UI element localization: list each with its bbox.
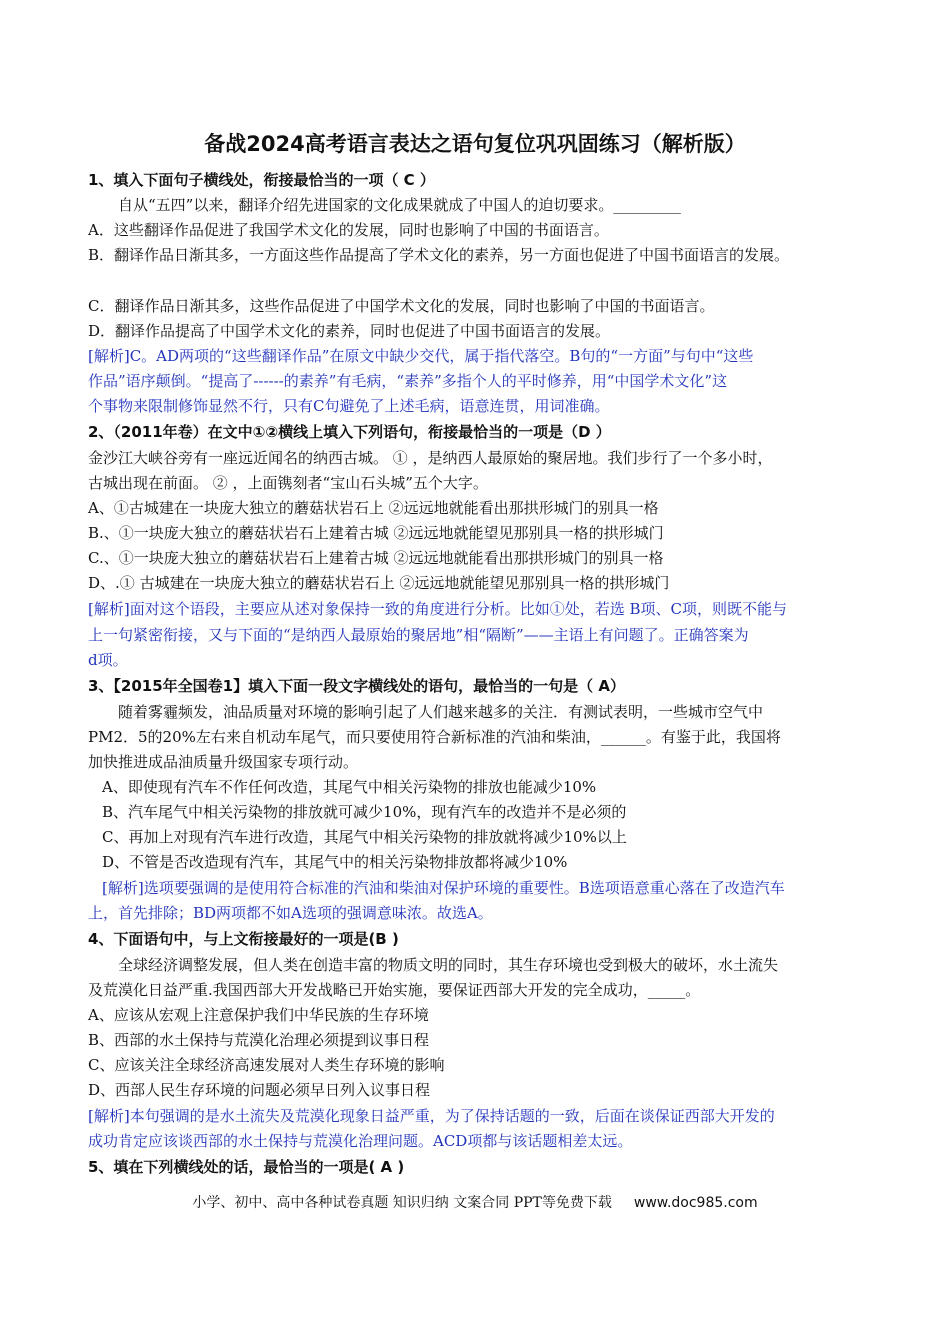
question-3-option-c: C、再加上对现有汽车进行改造，其尾气中相关污染物的排放就将减少10%以上 (102, 828, 627, 846)
question-4-heading: 4、下面语句中，与上文衔接最好的一项是(B ) (88, 930, 399, 948)
question-3-analysis: [解析]选项要强调的是使用符合标准的汽油和柴油对保护环境的重要性。B选项语意重心落在了改造汽车 (102, 879, 785, 897)
question-3-option-b: B、汽车尾气中相关污染物的排放就可减少10%，现有汽车的改造并不是必须的 (102, 803, 627, 821)
question-1-option-a: A．这些翻译作品促进了我国学术文化的发展，同时也影响了中国的书面语言。 (88, 221, 609, 239)
question-4-option-d: D、西部人民生存环境的问题必须早日列入议事日程 (88, 1081, 431, 1099)
question-4-stem: 及荒漠化日益严重.我国西部大开发战略已开始实施，要保证西部大开发的完全成功，_____。 (88, 981, 701, 999)
page-title: 备战2024高考语言表达之语句复位巩巩固练习（解析版） (204, 132, 746, 156)
question-3-option-d: D、不管是否改造现有汽车，其尾气中的相关污染物排放都将减少10% (102, 853, 568, 871)
question-1-analysis: 个事物来限制修饰显然不行，只有C句避免了上述毛病，语意连贯，用词准确。 (88, 397, 610, 415)
question-2-option-a: A、①古城建在一块庞大独立的蘑菇状岩石上 ②远远地就能看出那拱形城门的别具一格 (88, 499, 659, 517)
question-1-option-d: D．翻译作品提高了中国学术文化的素养，同时也促进了中国书面语言的发展。 (88, 322, 611, 340)
question-2-option-d: D、.① 古城建在一块庞大独立的蘑菇状岩石上 ②远远地就能望见那别具一格的拱形城门 (88, 574, 670, 592)
question-5-heading: 5、填在下列横线处的话，最恰当的一项是( A ) (88, 1158, 405, 1176)
question-2-analysis: d项。 (88, 651, 128, 669)
question-2-analysis: 上一句紧密衔接，又与下面的“是纳西人最原始的聚居地”相“隔断”——主语上有问题了。正确答案为 (88, 626, 749, 644)
question-4-option-b: B、西部的水土保持与荒漠化治理必须提到议事日程 (88, 1031, 430, 1049)
question-2-heading: 2、（2011年卷）在文中①②横线上填入下列语句，衔接最恰当的一项是（D ） (88, 423, 611, 441)
page-footer (0, 1192, 950, 1212)
question-2-analysis: [解析]面对这个语段，主要应从述对象保持一致的角度进行分析。比如①处，若选 B项、C项，则既不能与 (88, 600, 787, 618)
question-3-stem: PM2．5的20%左右来自机动车尾气，而只要使用符合新标准的汽油和柴油，______。有鉴于此，我国将 (88, 728, 781, 746)
question-4-option-c: C、应该关注全球经济高速发展对人类生存环境的影响 (88, 1056, 445, 1074)
question-3-heading: 3、【2015年全国卷1】填入下面一段文字横线处的语句，最恰当的一句是（ A） (88, 677, 625, 695)
question-4-analysis: 成功肯定应该谈西部的水土保持与荒漠化治理问题。ACD项都与该话题相差太远。 (88, 1132, 633, 1150)
question-1-option-b: B．翻译作品日渐其多，一方面这些作品提高了学术文化的素养，另一方面也促进了中国书面语言的发展。 (88, 246, 790, 264)
question-2-stem: 古城出现在前面。 ② ，上面镌刻者“宝山石头城”五个大字。 (88, 474, 488, 492)
question-1-heading: 1、填入下面句子横线处，衔接最恰当的一项（ C ） (88, 171, 435, 189)
question-4-option-a: A、应该从宏观上注意保护我们中华民族的生存环境 (88, 1006, 429, 1024)
footer-text: 小学、初中、高中各种试卷真题 知识归纳 文案合同 PPT等免费下载 (192, 1195, 612, 1211)
question-1-analysis: 作品”语序颠倒。“提高了------的素养”有毛病，“素养”多指个人的平时修养，用“中国学术文化”这 (88, 372, 728, 390)
question-4-stem: 全球经济调整发展，但人类在创造丰富的物质文明的同时，其生存环境也受到极大的破坏，水土流失 (118, 956, 779, 974)
question-1-analysis: [解析]C。AD两项的“这些翻译作品”在原文中缺少交代，属于指代落空。B句的“一方面”与句中“这些 (88, 347, 754, 365)
question-2-option-b: B.、①一块庞大独立的蘑菇状岩石上建着古城 ②远远地就能望见那别具一格的拱形城门 (88, 524, 664, 542)
footer-url[interactable]: www.doc985.com (633, 1195, 758, 1211)
question-4-analysis: [解析]本句强调的是水土流失及荒漠化现象日益严重，为了保持话题的一致，后面在谈保证西部大开发的 (88, 1107, 775, 1125)
question-1-stem: 自从“五四”以来，翻译介绍先进国家的文化成果就成了中国人的迫切要求。_________ (118, 196, 681, 214)
question-3-stem: 随着雾霾频发，油品质量对环境的影响引起了人们越来越多的关注．有测试表明，一些城市空气中 (118, 703, 764, 721)
question-2-stem: 金沙江大峡谷旁有一座远近闻名的纳西古城。 ① ，是纳西人最原始的聚居地。我们步行了一个多小时， (88, 449, 773, 467)
question-1-option-c: C．翻译作品日渐其多，这些作品促进了中国学术文化的发展，同时也影响了中国的书面语言。 (88, 297, 715, 315)
question-3-option-a: A、即使现有汽车不作任何改造，其尾气中相关污染物的排放也能减少10% (102, 778, 597, 796)
question-2-option-c: C.、①一块庞大独立的蘑菇状岩石上建着古城 ②远远地就能看出那拱形城门的别具一格 (88, 549, 664, 567)
question-3-analysis: 上，首先排除；BD两项都不如A选项的强调意味浓。故选A。 (88, 904, 493, 922)
question-3-stem: 加快推进成品油质量升级国家专项行动。 (88, 753, 359, 771)
